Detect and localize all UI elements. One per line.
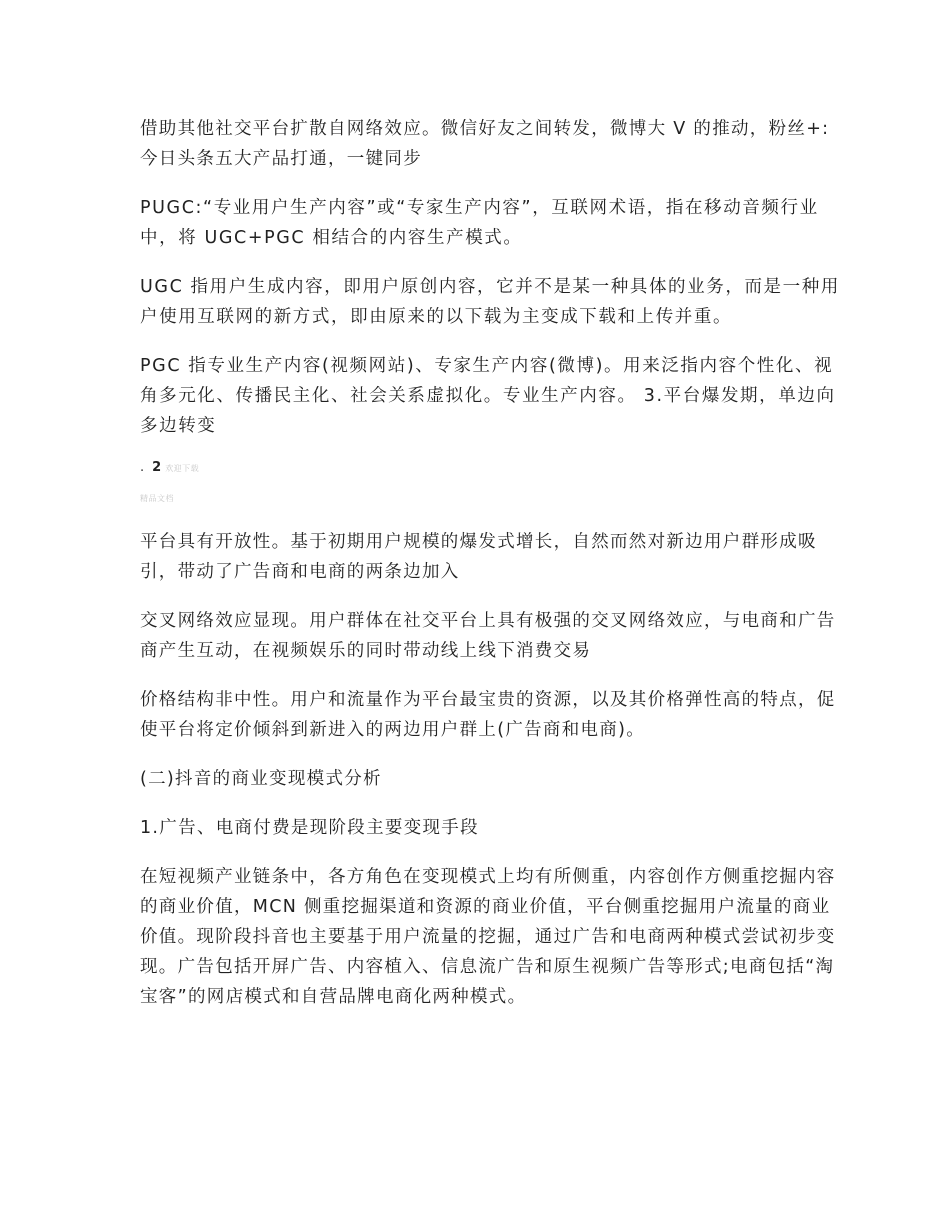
paragraph-social-spread: 借助其他社交平台扩散自网络效应。微信好友之间转发，微博大 V 的推动，粉丝+:今日头条五大产品打通，一键同步 [140, 119, 830, 169]
page-number: 2 [152, 460, 162, 475]
paragraph-pugc: PUGC:“专业用户生产内容”或“专家生产内容”，互联网术语，指在移动音频行业中，将 UGC+PGC 相结合的内容生产模式。 [140, 198, 819, 248]
document-page [140, 114, 840, 1031]
watermark-text: 精品文档 [140, 494, 174, 503]
subsection-heading: 1.广告、电商付费是现阶段主要变现手段 [140, 818, 479, 838]
paragraph-open-platform: 平台具有开放性。基于初期用户规模的爆发式增长，自然而然对新边用户群形成吸引，带动了广告商和电商的两条边加入 [140, 532, 817, 582]
footer-dot: . [140, 460, 145, 475]
paragraph-pgc: PGC 指专业生产内容(视频网站)、专家生产内容(微博)。用来泛指内容个性化、视角多元化、传播民主化、社会关系虚拟化。专业生产内容。 3.平台爆发期，单边向多边转变 [140, 356, 836, 436]
paragraph-cross-network: 交叉网络效应显现。用户群体在社交平台上具有极强的交叉网络效应，与电商和广告商产生互动，在视频娱乐的同时带动线上线下消费交易 [140, 611, 836, 661]
page-footer [140, 460, 840, 482]
paragraph-monetization: 在短视频产业链条中，各方角色在变现模式上均有所侧重，内容创作方侧重挖掘内容的商业价值，MCN 侧重挖掘渠道和资源的商业价值，平台侧重挖掘用户流量的商业价值。现阶段抖音也主要基于用户流量的挖掘，通过广告和电商两种模式尝试初步变现。广告包括开屏广告、内容植入、信息流广告和原生视频广告等形式;电商包括“淘宝客”的网店模式和自营品牌电商化两种模式。 [140, 867, 836, 1007]
paragraph-price-structure: 价格结构非中性。用户和流量作为平台最宝贵的资源，以及其价格弹性高的特点，促使平台将定价倾斜到新进入的两边用户群上(广告商和电商)。 [140, 690, 836, 740]
paragraph-ugc: UGC 指用户生成内容，即用户原创内容，它并不是某一种具体的业务，而是一种用户使用互联网的新方式，即由原来的以下载为主变成下载和上传并重。 [140, 277, 840, 327]
footer-small-text: 欢迎下载 [165, 464, 200, 473]
section-heading: (二)抖音的商业变现模式分析 [140, 769, 382, 789]
